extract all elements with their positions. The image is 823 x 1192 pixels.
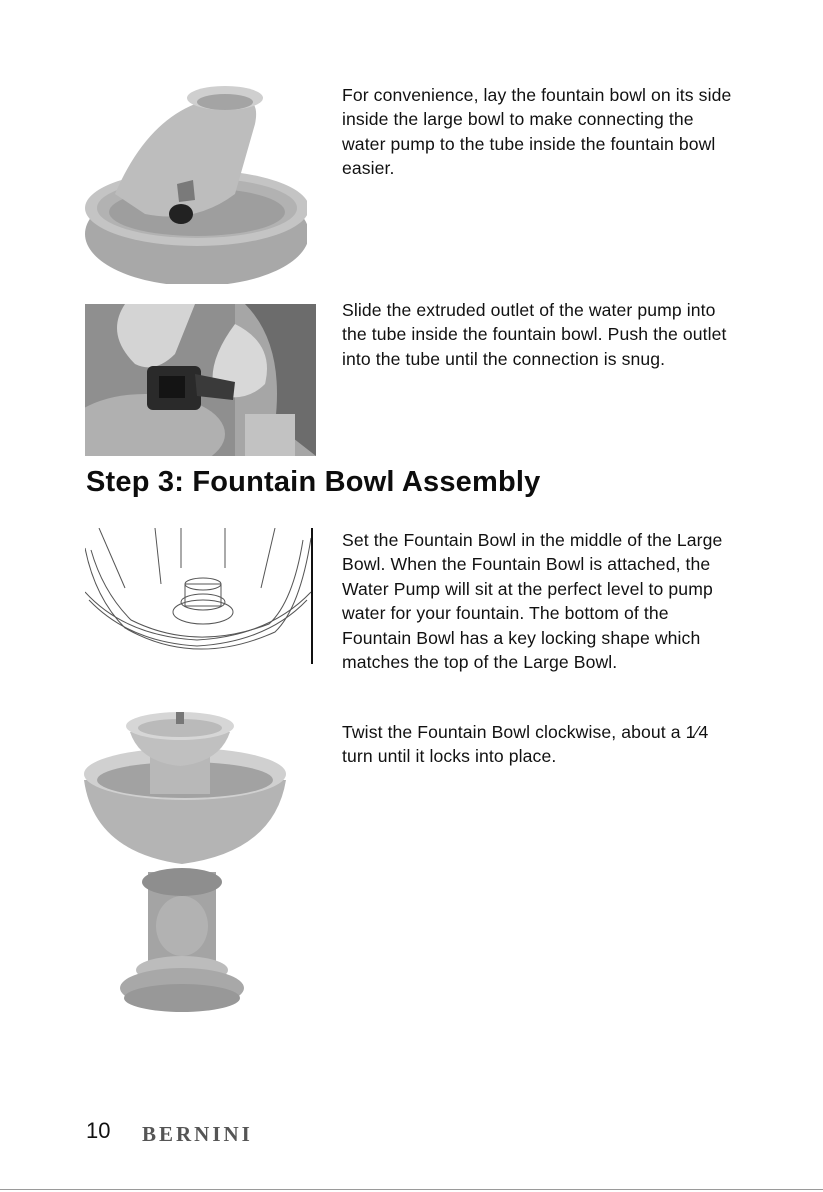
step2-paragraph-1: For convenience, lay the fountain bowl on its side inside the large bowl to make connecting the water pump to the tube inside the fountain bowl easier. bbox=[342, 85, 732, 179]
step3-heading: Step 3: Fountain Bowl Assembly bbox=[86, 466, 541, 498]
step3-paragraph-1: Set the Fountain Bowl in the middle of the Large Bowl. When the Fountain Bowl is attached, the Water Pump will sit at the perfect level to pump water for your fountain. The bottom of the Fountain Bowl has a key locking shape which matches the top of the Large Bowl. bbox=[342, 530, 723, 673]
step2-paragraph-2: Slide the extruded outlet of the water pump into the tube inside the fountain bowl. Push the outlet into the tube until the connection is snug. bbox=[342, 300, 727, 369]
page-number: 10 bbox=[86, 1118, 111, 1143]
brand-logo: BERNINI bbox=[142, 1122, 253, 1146]
fountain-bowl-on-side-photo bbox=[85, 84, 307, 284]
bottom-rule bbox=[0, 1189, 823, 1190]
pump-connection-photo bbox=[85, 304, 316, 456]
assembled-fountain-photo bbox=[84, 702, 288, 1014]
fountain-bowl-line-drawing bbox=[85, 528, 313, 664]
step3-paragraph-2: Twist the Fountain Bowl clockwise, about a 1⁄4 turn until it locks into place. bbox=[342, 722, 709, 767]
